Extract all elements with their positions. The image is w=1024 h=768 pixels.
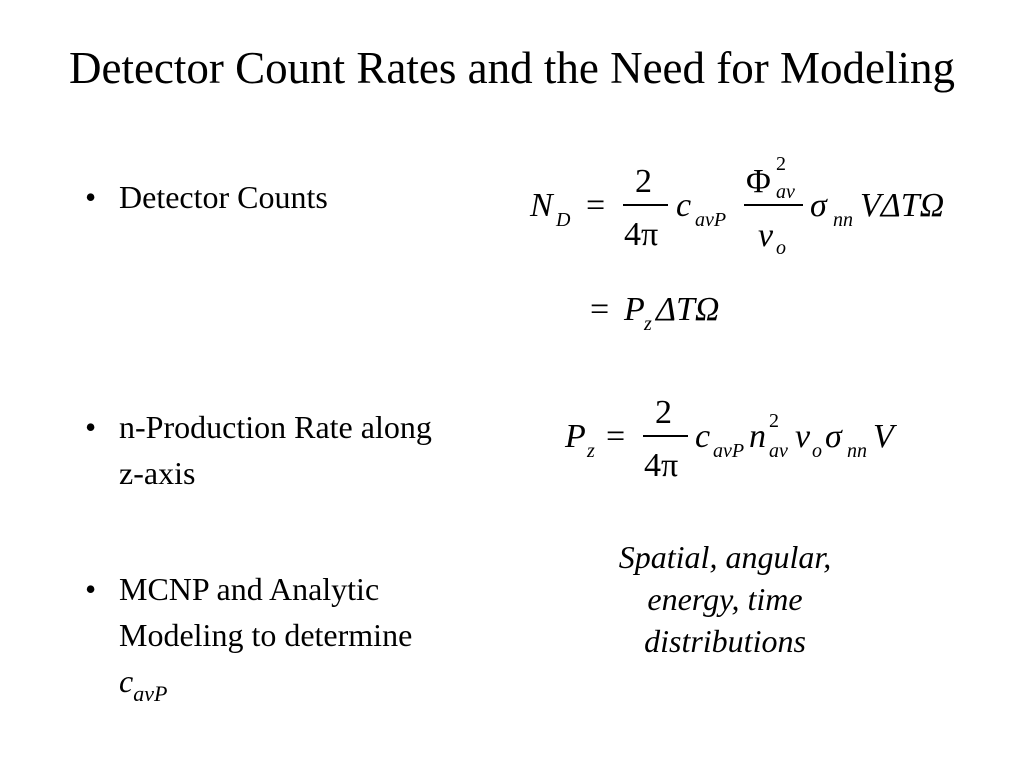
eq2-n: n: [749, 418, 766, 455]
bullet-text-line1: n-Production Rate along: [119, 409, 432, 445]
eq2-frac-den: 4π: [644, 447, 679, 484]
eq2-lhs: P: [565, 418, 586, 455]
eq2-n-sub: av: [769, 440, 788, 462]
eq1b-tail: ΔTΩ: [656, 291, 720, 328]
equation-detector-counts-short: [580, 280, 780, 340]
eq1-c-sub: avP: [695, 209, 727, 231]
note-line2: energy, time: [647, 581, 803, 617]
eq1-frac1-den: 4π: [624, 216, 659, 253]
bullet-mcnp-modeling: [85, 566, 413, 717]
eq1-v: v: [758, 217, 774, 254]
bullet-glyph: •: [85, 179, 97, 215]
bullet-text-line2: z-axis: [119, 455, 196, 491]
bullet-text-line2: Modeling to determine: [119, 617, 413, 653]
note-line1: Spatial, angular,: [618, 539, 832, 575]
bullet-production-rate: [85, 404, 432, 496]
eq2-c: c: [695, 418, 711, 455]
eq1-sigma-sub: nn: [833, 209, 853, 231]
eq2-sigma: σ: [825, 418, 842, 455]
eq2-n-sup: 2: [769, 410, 779, 432]
eq1-frac1-num: 2: [635, 163, 652, 200]
eq1b-equals: =: [590, 291, 610, 328]
eq2-frac-num: 2: [655, 394, 672, 431]
eq2-sigma-sub: nn: [847, 440, 867, 462]
eq2-c-sub: avP: [713, 440, 745, 462]
eq1-lhs-sub: D: [556, 209, 571, 231]
eq2-v-sub: o: [812, 440, 822, 462]
bullet-text: Detector Counts: [119, 179, 328, 215]
slide-title: Detector Count Rates and the Need for Modeling: [68, 43, 955, 93]
bullet-glyph: •: [85, 571, 97, 607]
eq1-phi: Φ: [746, 163, 771, 200]
note-line3: distributions: [644, 623, 806, 659]
eq1-tail: VΔTΩ: [860, 187, 945, 224]
eq1b-p-sub: z: [644, 313, 652, 335]
distributions-note: [580, 536, 870, 662]
cavp-symbol: $c_{avP}$: [119, 663, 168, 706]
eq1-phi-sub: av: [776, 181, 795, 203]
eq2-v: v: [795, 418, 811, 455]
eq1-v-sub: o: [776, 237, 786, 259]
eq2-tail: V: [873, 418, 894, 455]
equation-detector-counts: [520, 150, 980, 270]
eq2-lhs-sub: z: [587, 440, 595, 462]
eq1-lhs: N: [530, 187, 553, 224]
bullet-text-line1: MCNP and Analytic: [119, 571, 380, 607]
eq1b-p: P: [624, 291, 645, 328]
eq1-phi-sup: 2: [776, 153, 786, 175]
bullet-detector-counts: [85, 174, 328, 220]
eq1-sigma: σ: [810, 187, 827, 224]
eq2-equals: =: [606, 418, 626, 455]
bullet-glyph: •: [85, 409, 97, 445]
eq1-equals: =: [586, 187, 606, 224]
eq1-c: c: [676, 187, 692, 224]
equation-production-rate: [555, 386, 925, 496]
